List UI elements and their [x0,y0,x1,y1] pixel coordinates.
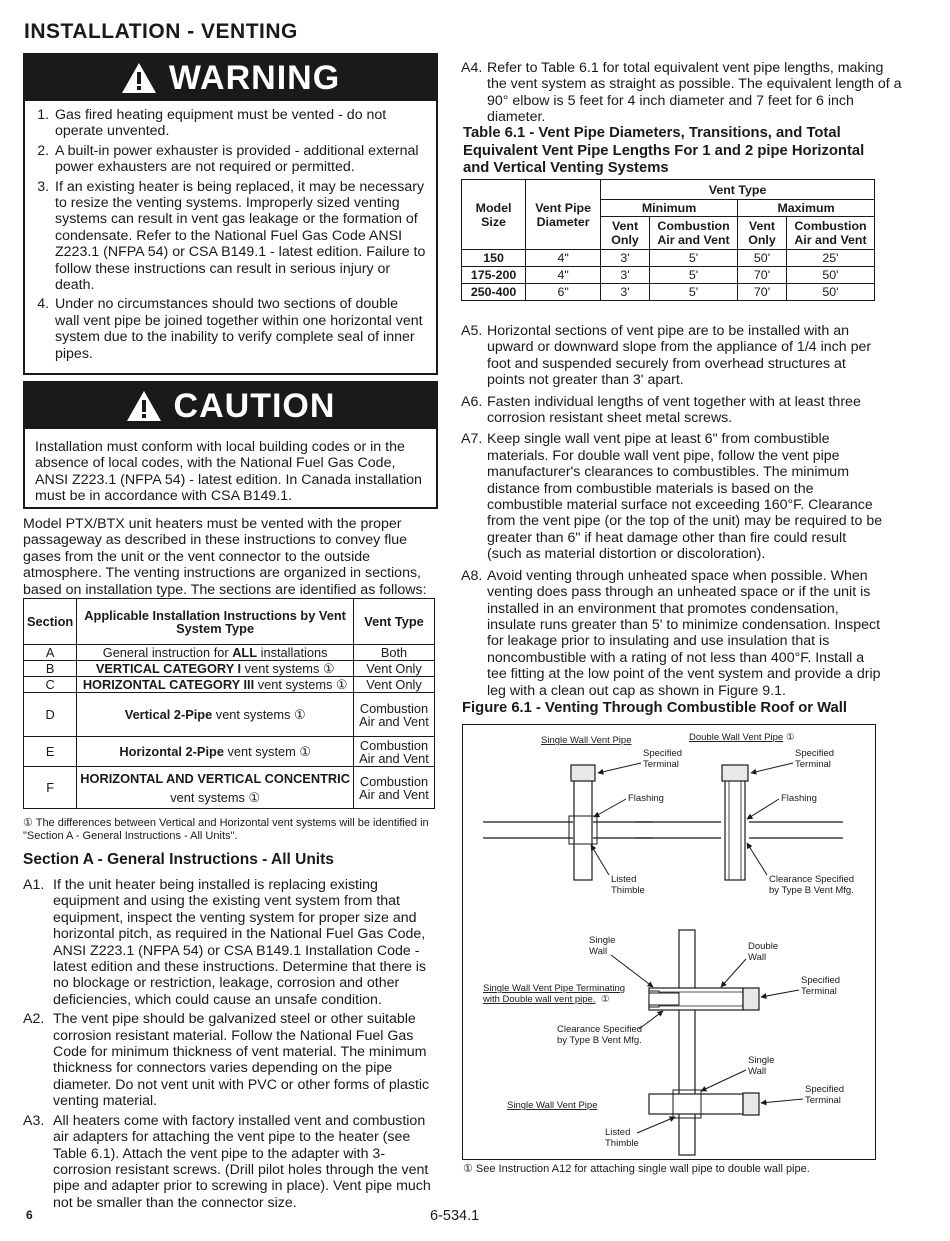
page-title: INSTALLATION - VENTING [24,20,298,43]
terminal-label: Terminal [801,986,837,997]
clearance-label: Clearance Specified [769,874,855,885]
caution-triangle-icon [126,390,162,422]
value-cell: 50' [786,284,874,301]
warning-item: 4. Under no circumstances should two sections of double wall vent pipe be joined together within one horizontal vent system due to the inability to verify complete seal of inner pipes. [53,296,426,362]
right-instructions [461,323,883,699]
section-col-header: Section [24,599,77,645]
table-row [24,737,435,767]
vent-cell: Vent Only [354,661,435,677]
vent-table-title: Table 6.1 - Vent Pipe Diameters, Transitions, and Total Equivalent Vent Pipe Lengths For 1 and 2 pipe Horizontal and Vertical Venting Systems [463,125,865,176]
max-vent-only-header: Vent Only [738,217,787,250]
terminal-label: Terminal [795,759,831,770]
maximum-header: Maximum [738,200,875,217]
page-number: 6 [26,1208,33,1222]
warning-item: 2. A built-in power exhauster is provided - additional external power exhausters are not required or permitted. [53,143,426,176]
section-cell: F [24,767,77,809]
table-row [462,267,875,284]
instruction-cell: HORIZONTAL AND VERTICAL CONCENTRIC vent systems ① [77,767,354,809]
diameter-cell: 4" [526,250,601,267]
specified-label: Specified [801,975,841,986]
section-cell: D [24,693,77,737]
vent-cell: Combustion Air and Vent [354,737,435,767]
value-cell: 70' [738,267,787,284]
value-cell: 3' [601,267,650,284]
svg-text:①: ① [786,732,795,743]
instruction-item: A7. Keep single wall vent pipe at least 6" from combustible materials. For double wall vent pipe, follow the vent pipe manufacturer's clearances to combustibles. The minimum distance from combustible materials is based on the combustible material surface not exceeding 160°F. Clearance from the vent pipe (or the top of the unit) may be required to be greater than 6" if heat damage other than fire could result (such as material distortion or discoloration). [461,431,883,563]
section-table [23,598,435,809]
diameter-cell: 6" [526,284,601,301]
warning-header [25,55,436,101]
value-cell: 50' [786,267,874,284]
model-size-header: Model Size [462,180,526,250]
instructions-col-header: Applicable Installation Instructions by Vent System Type [77,599,354,645]
model-cell: 250-400 [462,284,526,301]
section-cell: E [24,737,77,767]
value-cell: 5' [650,267,738,284]
listed-label: Listed [611,874,637,885]
thimble-label: Thimble [611,885,645,896]
section-cell: B [24,661,77,677]
instruction-item: A8. Avoid venting through unheated space when possible. When venting does pass through an unheated space or if the unit is installed in an environment that promotes condensation, insulate runs greater than 5' to minimize condensation. Inspect for leakage prior to insulating and use insulation that is noncombustible with a rating of not less than 400°F. Install a tee fitting at the low point of the vent system and provide a drip leg with a clean out cap as shown in Figure 9.1. [461,567,881,699]
warning-heading: WARNING [168,58,341,97]
vent-cell: Combustion Air and Vent [354,693,435,737]
vent-type-header: Vent Type [601,180,875,200]
warning-item: 1. Gas fired heating equipment must be vented - do not operate unvented. [53,107,426,140]
value-cell: 5' [650,250,738,267]
minimum-header: Minimum [601,200,738,217]
svg-text:①: ① [601,994,610,1005]
intro-paragraph: Model PTX/BTX unit heaters must be vented with the proper passageway as described in these instructions to convey flue gases from the unit or the vent connector to the outside atmosphere. The venting instructions are organized in sections, based on installation type. The sections are identified as follows: [23,516,427,598]
vent-cell: Both [354,645,435,661]
table-row [24,693,435,737]
section-table-footnote: ① The differences between Vertical and Horizontal vent systems will be identified in "Section A - General Instructions - All Units". [23,817,429,842]
table-row [24,661,435,677]
model-cell: 150 [462,250,526,267]
document-number: 6-534.1 [430,1208,480,1224]
diameter-header: Vent Pipe Diameter [526,180,601,250]
diameter-cell: 4" [526,267,601,284]
instruction-item: A2. The vent pipe should be galvanized steel or other suitable corrosion resistant material. Follow the National Fuel Gas Code for minimum thickness of vent material. The minimum thickness for connectors varies depending on the pipe diameter. Do not vent unit with PVC or other forms of plastic venting material. [23,1011,430,1110]
flashing-label: Flashing [628,793,664,804]
min-combustion-header: Combustion Air and Vent [650,217,738,250]
table-row [462,284,875,301]
terminal-label: Terminal [805,1095,841,1106]
value-cell: 25' [786,250,874,267]
instruction-cell: General instruction for ALL installations [77,645,354,661]
specified-label: Specified [795,748,835,759]
warning-list [25,107,436,362]
max-combustion-header: Combustion Air and Vent [786,217,874,250]
table-row [24,645,435,661]
clearance-label: Clearance Specified [557,1024,643,1035]
listed-label: Listed [605,1127,631,1138]
with-double-label: with Double wall vent pipe. [483,994,596,1005]
vent-cell: Vent Only [354,677,435,693]
section-cell: A [24,645,77,661]
figure-diagram [462,724,876,1160]
caution-header [25,383,436,429]
section-a-title: Section A - General Instructions - All Units [23,851,334,868]
single-wall-label: Single Wall Vent Pipe [541,735,632,746]
double-wall-label: Double Wall Vent Pipe [689,732,784,743]
single-label: Single [748,1055,775,1066]
wall-label: Wall [748,952,767,963]
caution-text: Installation must conform with local building codes or in the absence of local codes, with the National Fuel Gas Code, ANSI Z223.1 (NFPA 54) - latest edition. In Canada installation must be in accordance with CSA B149.1. [35,439,422,505]
table-row [462,250,875,267]
instruction-item: A3. All heaters come with factory installed vent and combustion air adapters for attaching the vent pipe to the heater (see Table 6.1). Attach the vent pipe to the adapter with 3-corrosion resistant screws. (Drill pilot holes through the vent pipe and adapter prior to screwing in place). Vent pipe much not be smaller than the connector size. [23,1112,431,1211]
double-label: Double [748,941,779,952]
min-vent-only-header: Vent Only [601,217,650,250]
terminal-label: Terminal [643,759,679,770]
single-wall-label: Single Wall Vent Pipe [507,1100,598,1111]
vent-cell: Combustion Air and Vent [354,767,435,809]
specified-label: Specified [805,1084,845,1095]
value-cell: 70' [738,284,787,301]
value-cell: 3' [601,250,650,267]
figure-title: Figure 6.1 - Venting Through Combustible Roof or Wall [462,700,847,716]
type-b-label: by Type B Vent Mfg. [769,885,854,896]
instruction-item: A4. Refer to Table 6.1 for total equivalent vent pipe lengths, making the vent system as straight as possible. The equivalent length of a 90° elbow is 5 feet for 4 inch diameter and 7 feet for 6 inch diameter. [461,60,902,126]
warning-item: 3. If an existing heater is being replaced, it may be necessary to resize the venting systems. Improperly sized venting systems can result in vent gas leakage or the formation of condensate. Refer to the National Fuel Gas Code ANSI Z223.1 (NFPA 54) or CSA B149.1 - latest edition. Failure to follow these instructions can result in serious injury or death. [53,179,426,294]
figure-note: ① See Instruction A12 for attaching single wall pipe to double wall pipe. [463,1163,810,1175]
section-cell: C [24,677,77,693]
instruction-cell: HORIZONTAL CATEGORY III vent systems ① [77,677,354,693]
specified-label: Specified [643,748,683,759]
model-cell: 175-200 [462,267,526,284]
value-cell: 5' [650,284,738,301]
table-row [24,677,435,693]
caution-box [23,381,438,509]
value-cell: 50' [738,250,787,267]
instruction-cell: Vertical 2-Pipe vent systems ① [77,693,354,737]
table-row [24,767,435,809]
instruction-item: A1. If the unit heater being installed is replacing existing equipment and using the existing vent system from that equipment, inspect the venting system for proper size and horizontal pitch, as required in the National Fuel Gas Code, ANSI Z223.1 (NFPA 54) or CSA B149.1 Installation Code - latest edition and these instructions. Determine that there is no blockage or restriction, leakage, corrosion and other deficiencies, which could cause an unsafe condition. [23,877,427,1008]
terminating-label: Single Wall Vent Pipe Terminating [483,983,626,994]
instruction-item: A6. Fasten individual lengths of vent together with at least three corrosion resistant sheet metal screws. [461,393,861,427]
type-b-label: by Type B Vent Mfg. [557,1035,642,1046]
warning-triangle-icon [121,62,157,94]
wall-label: Wall [589,946,608,957]
warning-box [23,53,438,375]
vent-type-col-header: Vent Type [354,599,435,645]
vent-table [461,179,875,301]
instruction-cell: Horizontal 2-Pipe vent system ① [77,737,354,767]
thimble-label: Thimble [605,1138,639,1149]
value-cell: 3' [601,284,650,301]
instruction-item: A5. Horizontal sections of vent pipe are to be installed with an upward or downward slope from the appliance of 1/4 inch per foot and suspended securely from overhead structures at points not greater than 3' apart. [461,323,872,389]
instruction-cell: VERTICAL CATEGORY I vent systems ① [77,661,354,677]
left-instructions [23,877,440,1211]
caution-heading: CAUTION [173,386,336,425]
wall-label: Wall [748,1066,767,1077]
single-label: Single [589,935,616,946]
flashing-label: Flashing [781,793,817,804]
